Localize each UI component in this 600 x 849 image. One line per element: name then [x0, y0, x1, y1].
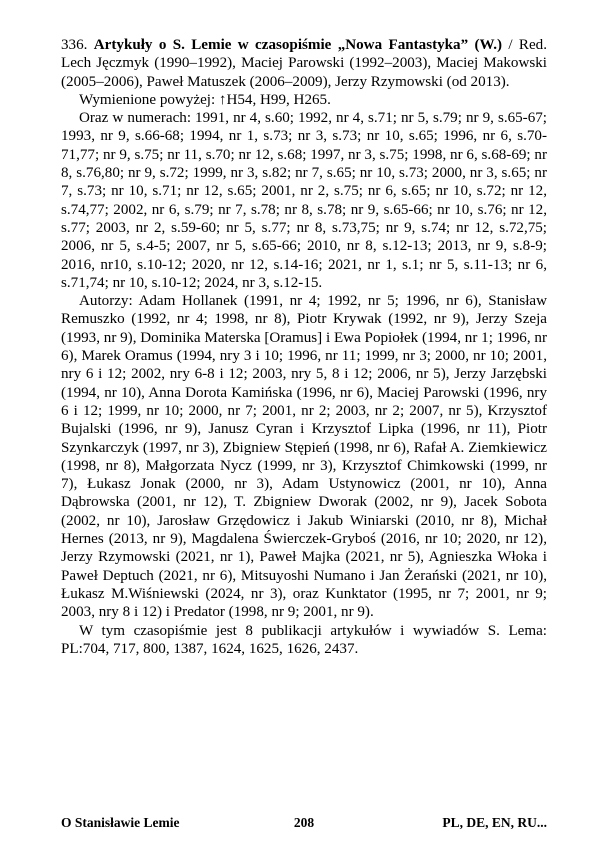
authors-paragraph: Autorzy: Adam Hollanek (1991, nr 4; 1992, nr 5; 1996, nr 6), Stanisław Remuszko (1992, nr 4; 1998, nr 8), Piotr Krywak (1992, nr 9), Jerzy Szeja (1993, nr 9), Dominika Materska [Oramus] i Ewa Popiołek (1994, nr 1; 1996, nr 6), Marek Oramus (1994, nry 3 i 10; 1996, nr 11; 1999, nr 3; 2000, nr 10; 2001, nry 6 i 12; 2002, nry 6-8 i 12; 2003, nry 5, 8 i 12; 2006, nr 5), Jerzy Jarzębski (1994, nr 10), Anna Dorota Kamińska (1996, nr 6), Maciej Parowski (1996, nry 6 i 12; 1999, nr 10; 2000, nr 7; 2001, nr 2; 2003, nr 2; 2007, nr 5), Krzysztof Bujalski (1996, nr 9), Janusz Cyran i Krzysztof Lipka (1996, nr 11), Piotr Szynkarczyk (1997, nr 3), Zbigniew Stępień (1998, nr 6), Rafał A. Ziemkiewicz (1998, nr 8), Małgorzata Nycz (1999, nr 3), Krzysztof Chimkowski (1999, nr 7), Łukasz Jonak (2000, nr 3), Adam Ustynowicz (2001, nr 10), Anna Dąbrowska (2001, nr 12), T. Zbigniew Dworak (2002, nr 9), Jacek Sobota (2002, nr 10), Jarosław Grzędowicz i Jakub Winiarski (2010, nr 8), Michał Hernes (2013, nr 9), Magdalena Świerczek-Gryboś (2016, nr 10; 2020, nr 12), Jerzy Rzymowski (2021, nr 1), Paweł Majka (2021, nr 5), Agnieszka Włoka i Paweł Deptuch (2021, nr 6), Mitsuyoshi Numano i Jan Żerański (2021, nr 10), Łukasz M.Wiśniewski (2024, nr 3), oraz Kunktator (1995, nr 7; 2001, nr 9; 2003, nry 8 i 12) i Predator (1998, nr 9; 2001, nr 9).: [61, 293, 547, 621]
entry-editors: / Red. Lech Jęczmyk (1990–1992), Maciej Parowski (1992–2003), Maciej Makowski (2005–2006), Paweł Matuszek (2006–2009), Jerzy Rzymowski (od 2013).: [61, 37, 548, 90]
footer-languages: PL, DE, EN, RU...: [442, 815, 547, 830]
entry-number: 336.: [61, 37, 88, 53]
page-number: 208: [293, 815, 315, 830]
footer-book-title: O Stanisławie Lemie: [61, 815, 180, 830]
entry-title: Artykuły o S. Lemie w czasopiśmie „Nowa Fantastyka” (W.): [93, 37, 503, 53]
mentioned-paragraph: Wymienione powyżej: ↑H54, H99, H265.: [79, 91, 331, 108]
page-footer: [61, 815, 547, 835]
issues-paragraph: Oraz w numerach: 1991, nr 4, s.60; 1992, nr 4, s.71; nr 5, s.79; nr 9, s.65-67; 1993, nr 9, s.66-68; 1994, nr 1, s.73; nr 3, s.73; nr 10, s.65; 1996, nr 6, s.70-71,77; nr 9, s.75; nr 11, s.70; nr 12, s.68; 1997, nr 3, s.75; 1998, nr 6, s.68-69; nr 8, s.76,80; nr 9, s.72; 1999, nr 3, s.82; nr 7, s.65; nr 10, s.73; 2000, nr 3, s.65; nr 7, s.73; nr 10, s.71; nr 12, s.65; 2001, nr 2, s.75; nr 6, s.65; nr 10, s.72; nr 12, s.74,77; 2002, nr 6, s.79; nr 7, s.78; nr 8, s.78; nr 9, s.65-66; nr 10, s.76; nr 12, s.77; 2003, nr 2, s.59-60; nr 5, s.77; nr 8, s.73,75; nr 9, s.74; nr 12, s.72,75; 2006, nr 5, s.4-5; 2007, nr 5, s.65-66; 2010, nr 8, s.12-13; 2013, nr 9, s.8-9; 2016, nr10, s.10-12; 2020, nr 12, s.14-16; 2021, nr 1, s.1; nr 5, s.11-13; nr 6, s.71,74; nr 10, s.10-12; 2024, nr 3, s.12-15.: [61, 110, 547, 291]
entry-header: [61, 36, 547, 91]
publications-paragraph: W tym czasopiśmie jest 8 publikacji artykułów i wywiadów S. Lema: PL:704, 717, 800, 1387, 1624, 1625, 1626, 2437.: [61, 622, 547, 657]
page-content: [61, 36, 547, 658]
